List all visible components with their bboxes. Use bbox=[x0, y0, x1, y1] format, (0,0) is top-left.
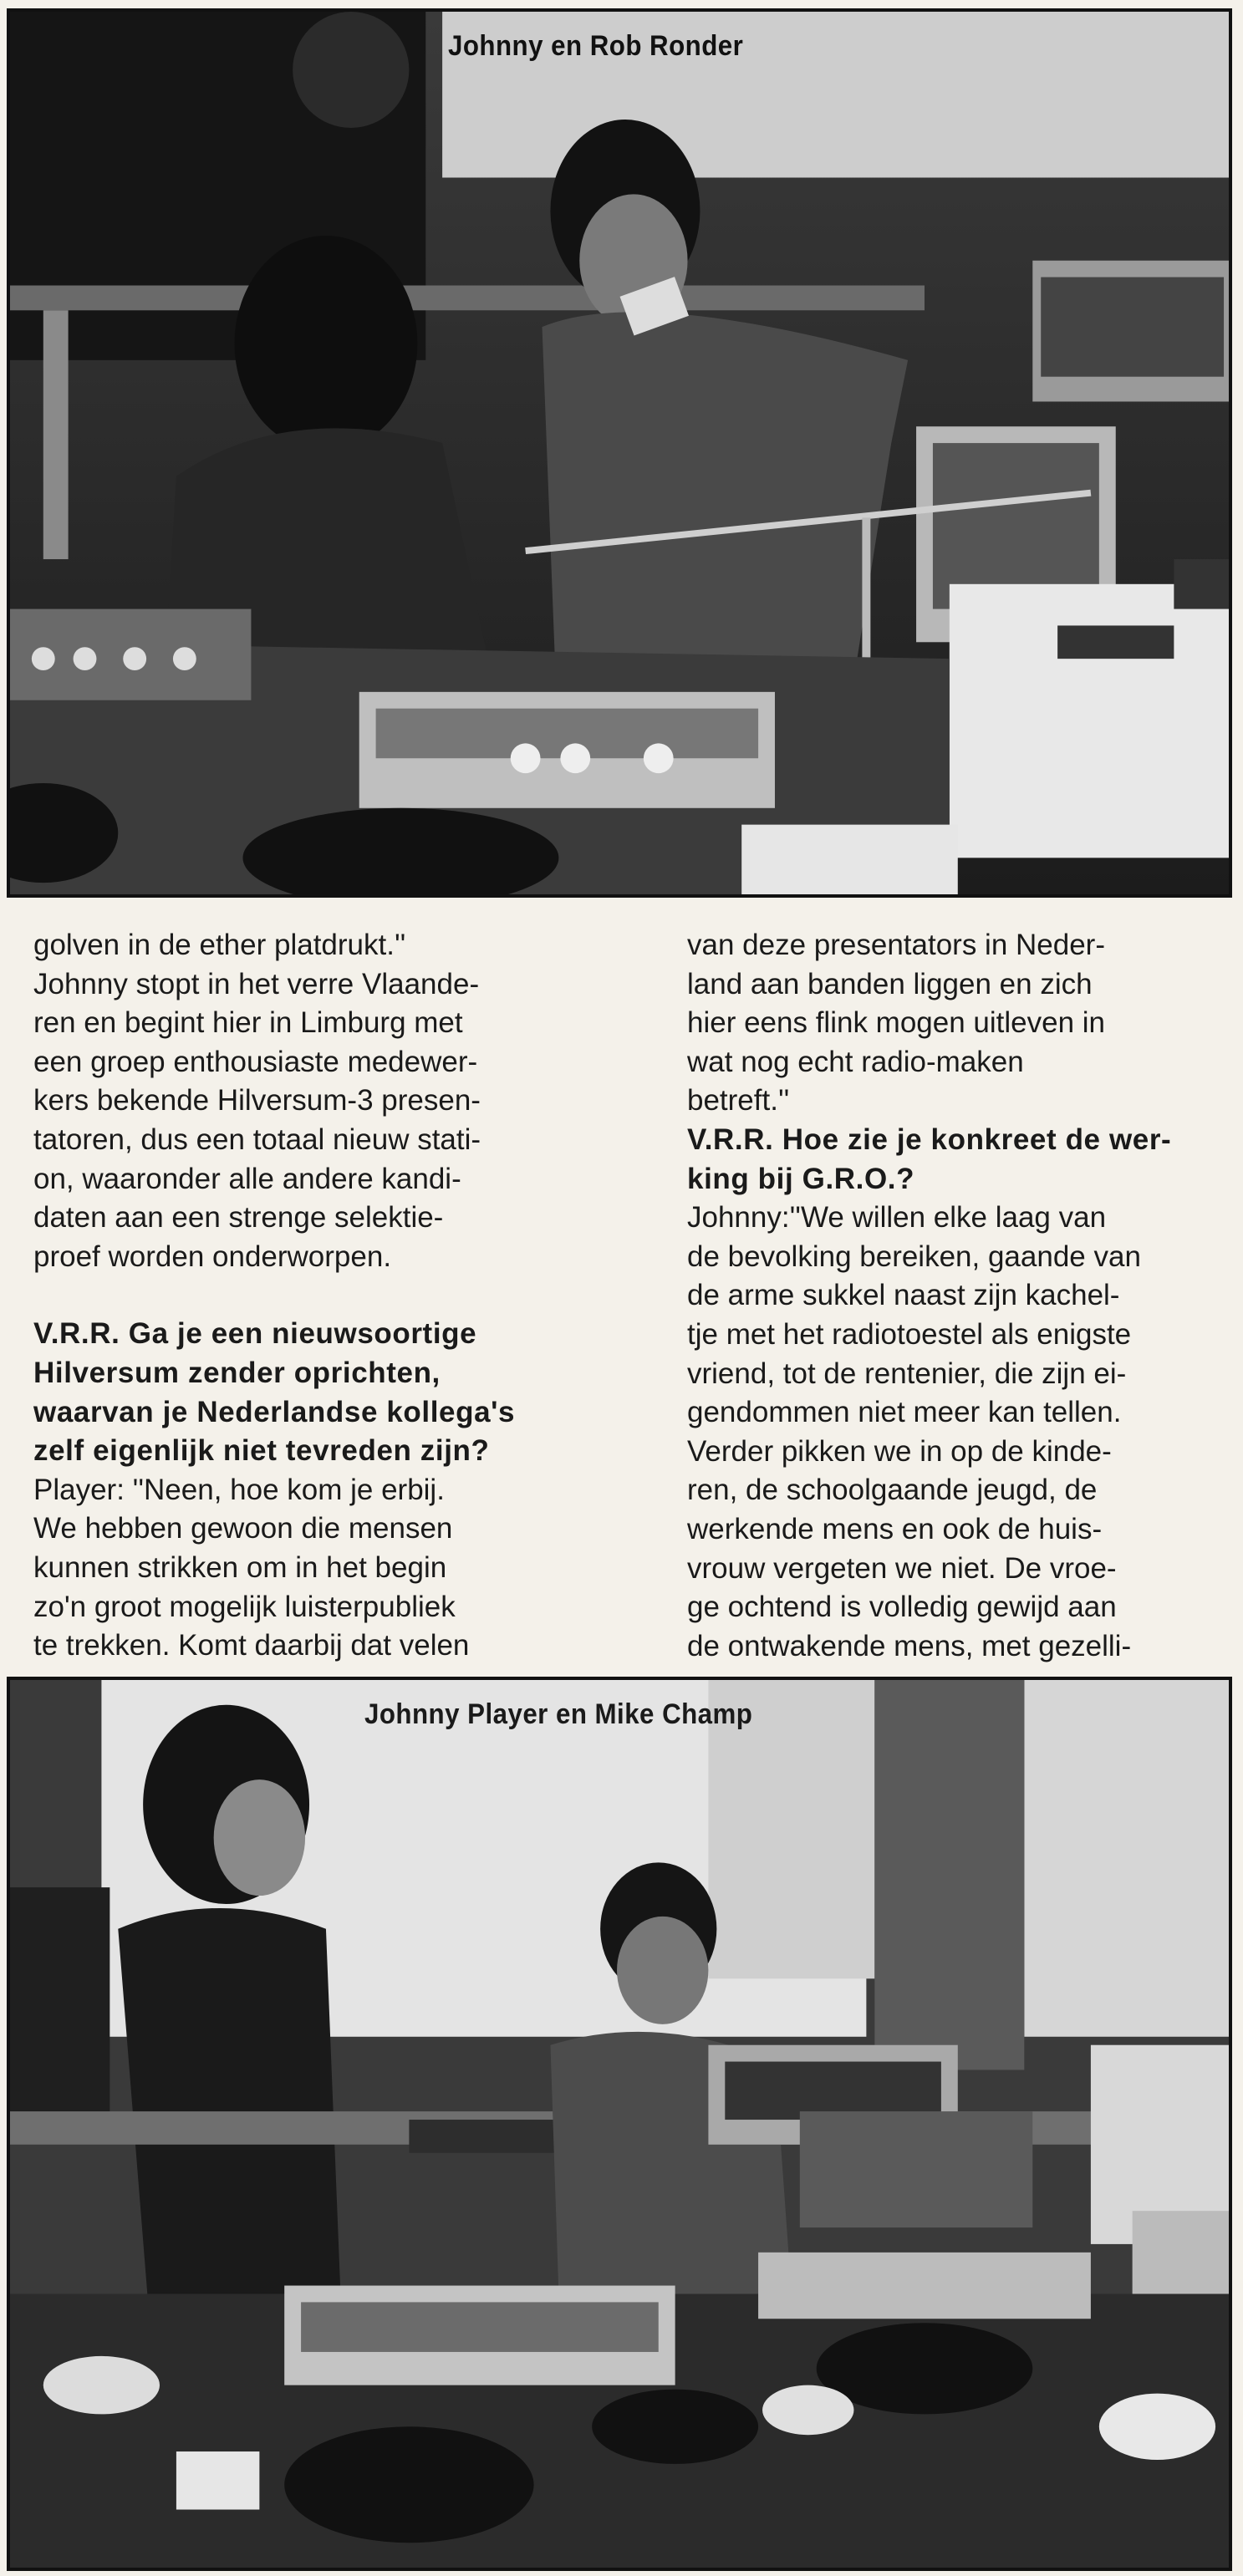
photo-caption-top: Johnny en Rob Ronder bbox=[448, 30, 744, 62]
question-line: V.R.R. Ga je een nieuwsoortige bbox=[33, 1317, 477, 1351]
text-line: We hebben gewoon die mensen bbox=[33, 1512, 453, 1545]
text-line: een groep enthousiaste medewer- bbox=[33, 1045, 478, 1078]
text-line: vriend, tot de rentenier, die zijn ei- bbox=[687, 1357, 1127, 1390]
text-line: hier eens flink mogen uitleven in bbox=[687, 1006, 1106, 1040]
text-line: kers bekende Hilversum-3 presen- bbox=[33, 1084, 481, 1117]
text-line: ren en begint hier in Limburg met bbox=[33, 1006, 463, 1040]
text-line: Verder pikken we in op de kinde- bbox=[687, 1434, 1112, 1468]
studio-photo-illustration bbox=[10, 1680, 1229, 2568]
text-line: wat nog echt radio-maken bbox=[687, 1045, 1024, 1078]
studio-photo-illustration bbox=[10, 12, 1229, 894]
text-line: van deze presentators in Neder- bbox=[687, 929, 1105, 961]
text-line: Player: ''Neen, hoe kom je erbij. bbox=[33, 1473, 445, 1506]
interview-question-1 bbox=[33, 1315, 577, 1470]
text-line: kunnen strikken om in het begin bbox=[33, 1550, 447, 1584]
text-line: de arme sukkel naast zijn kachel- bbox=[687, 1279, 1120, 1312]
photo-caption-bottom: Johnny Player en Mike Champ bbox=[364, 1698, 753, 1730]
text-line: tje met het radiotoestel als enigste bbox=[687, 1317, 1132, 1351]
text-line: ren, de schoolgaande jeugd, de bbox=[687, 1474, 1098, 1507]
text-line: tatoren, dus een totaal nieuw stati- bbox=[33, 1123, 481, 1156]
question-line: zelf eigenlijk niet tevreden zijn? bbox=[33, 1434, 490, 1468]
text-line: vrouw vergeten we niet. De vroe- bbox=[687, 1551, 1117, 1585]
text-line: ge ochtend is volledig gewijd aan bbox=[687, 1591, 1117, 1624]
text-line: te trekken. Komt daarbij dat velen bbox=[33, 1629, 470, 1662]
interview-answer-1 bbox=[33, 1471, 577, 1666]
text-line: Johnny stopt in het verre Vlaande- bbox=[33, 967, 480, 1000]
question-line: waarvan je Nederlandse kollega's bbox=[33, 1395, 516, 1428]
question-line: V.R.R. Hoe zie je konkreet de wer- bbox=[687, 1123, 1172, 1156]
article-left-column bbox=[33, 926, 577, 1666]
text-line: werkende mens en ook de huis- bbox=[687, 1512, 1103, 1545]
question-line: king bij G.R.O.? bbox=[687, 1162, 915, 1195]
photo-johnny-rob bbox=[7, 8, 1232, 898]
text-line: land aan banden liggen en zich bbox=[687, 967, 1093, 1000]
text-line: on, waaronder alle andere kandi- bbox=[33, 1162, 461, 1195]
text-line: de ontwakende mens, met gezelli- bbox=[687, 1629, 1132, 1662]
text-line: de bevolking bereiken, gaande van bbox=[687, 1240, 1141, 1273]
interview-question-2 bbox=[687, 1121, 1230, 1199]
text-line: gendommen niet meer kan tellen. bbox=[687, 1396, 1122, 1429]
text-line: proef worden onderworpen. bbox=[33, 1240, 392, 1273]
question-line: Hilversum zender oprichten, bbox=[33, 1356, 441, 1389]
interview-answer-2 bbox=[687, 1199, 1230, 1666]
photo-johnny-mike bbox=[7, 1677, 1232, 2571]
text-line: golven in de ether platdrukt.'' bbox=[33, 929, 406, 961]
text-line: Johnny:''We willen elke laag van bbox=[687, 1201, 1107, 1235]
text-line: betreft.'' bbox=[687, 1084, 790, 1117]
text-line: zo'n groot mogelijk luisterpubliek bbox=[33, 1590, 456, 1623]
text-line: daten aan een strenge selektie- bbox=[33, 1201, 444, 1235]
article-right-column bbox=[687, 926, 1230, 1666]
article-paragraph-right-1 bbox=[687, 926, 1230, 1121]
article-paragraph-left-1 bbox=[33, 926, 577, 1276]
